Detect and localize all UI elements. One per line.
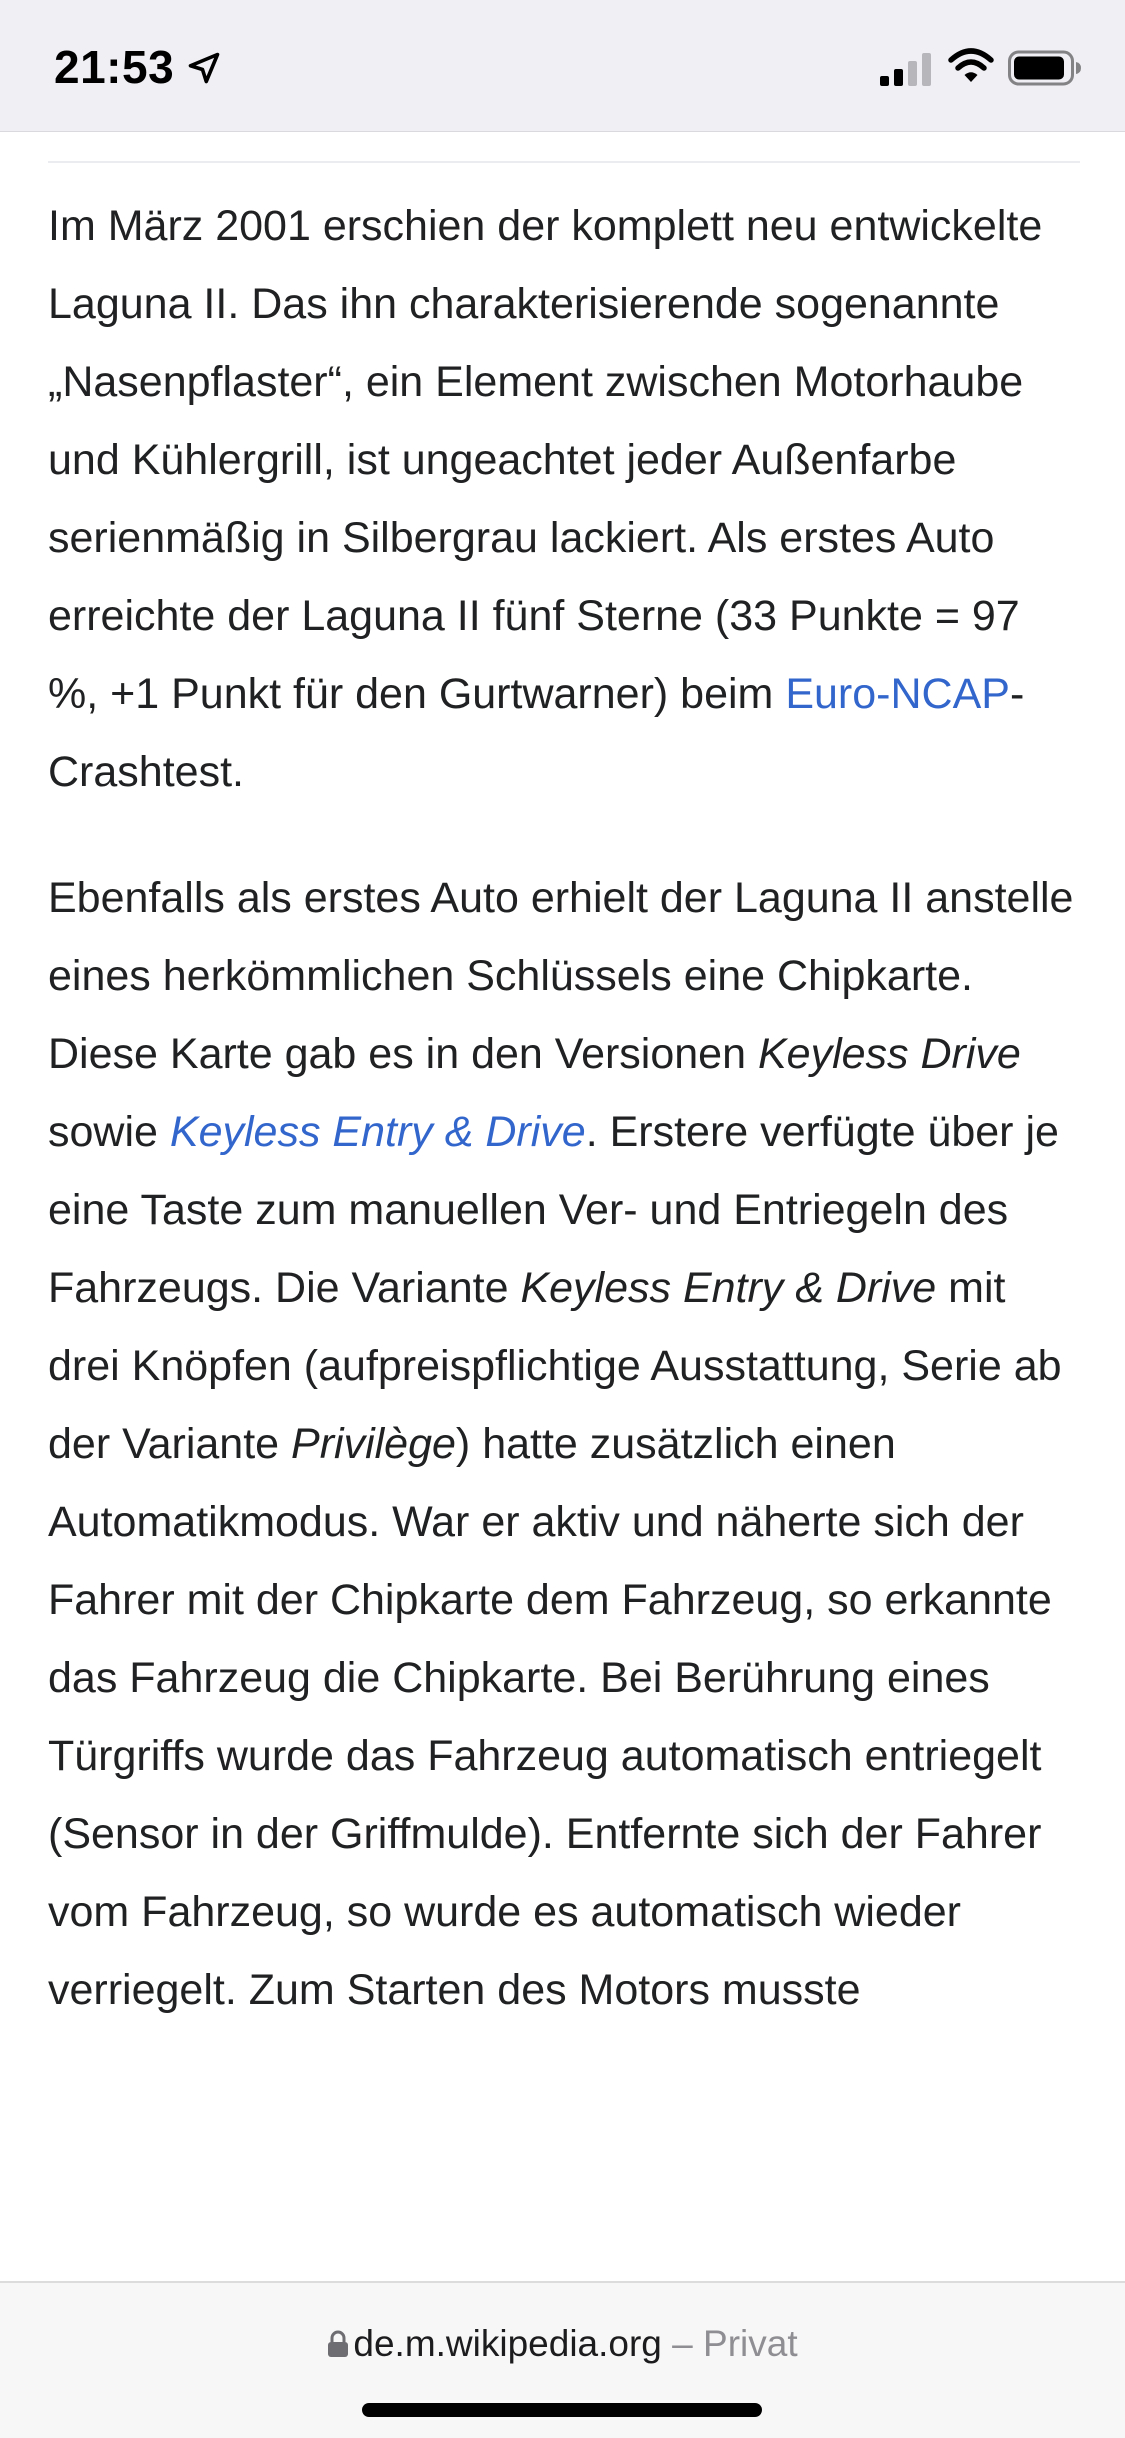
paragraph-text: Ebenfalls als erstes Auto erhielt der Laguna II anstelle eines herkömmlichen Schlüssels eine Chipkarte. Diese Karte gab es in den Versionen bbox=[48, 874, 1074, 1078]
paragraph-text: ) hatte zusätzlich einen Automatikmodus. War er aktiv und näherte sich der Fahrer mit der Chipkarte dem Fahrzeug, so erkannte das Fahrzeug die Chipkarte. Bei Berührung eines Türgriffs wurde das Fahrzeug automatisch entriegelt (Sensor in der Griffmulde). Entfernte sich der Fahrer vom Fahrzeug, so wurde es automatisch wieder verriegelt. Zum Starten des Motors musste bbox=[48, 1420, 1052, 2014]
article-content bbox=[48, 131, 1080, 2029]
article-paragraph-1 bbox=[48, 187, 1080, 811]
home-indicator[interactable] bbox=[362, 2403, 762, 2417]
status-time: 21:53 bbox=[54, 41, 175, 93]
link-euro-ncap[interactable]: Euro-NCAP bbox=[785, 670, 1010, 718]
paragraph-text: Im März 2001 erschien der komplett neu entwickelte Laguna II. Das ihn charakterisierende sogenannte „Nasenpflaster“, ein Element zwischen Motorhaube und Kühlergrill, ist ungeachtet jeder Außenfarbe serienmäßig in Silbergrau lackiert. Als erstes Auto erreichte der Laguna II fünf Sterne (33 Punkte = 97 %, +1 Punkt für den Gurtwarner) beim bbox=[48, 202, 1043, 718]
section-divider bbox=[48, 161, 1080, 163]
paragraph-text: . Erstere verfügte über je eine Taste zum manuellen Ver- und Entriegeln des Fahrzeugs. Die Variante bbox=[48, 1108, 1059, 1312]
cellular-signal-icon bbox=[880, 52, 932, 86]
battery-icon bbox=[1008, 50, 1082, 86]
url-host: de.m.wikipedia.org bbox=[353, 2323, 662, 2364]
paragraph-text: -Crashtest. bbox=[48, 670, 1025, 796]
browser-bottom-bar bbox=[0, 2281, 1125, 2438]
italic-term-privilege: Privilège bbox=[291, 1420, 456, 1468]
address-bar[interactable] bbox=[0, 2323, 1125, 2365]
paragraph-text: sowie bbox=[48, 1108, 170, 1156]
status-bar bbox=[0, 0, 1125, 132]
link-label: Keyless Entry & Drive bbox=[169, 1108, 586, 1156]
italic-term-keyless-entry-drive: Keyless Entry & Drive bbox=[520, 1264, 937, 1312]
article-paragraph-2 bbox=[48, 859, 1080, 2029]
italic-term-keyless-drive: Keyless Drive bbox=[757, 1030, 1021, 1078]
private-mode-label: Privat bbox=[703, 2323, 798, 2364]
lock-icon bbox=[327, 2330, 349, 2358]
wifi-icon bbox=[948, 48, 994, 84]
link-keyless-entry-drive[interactable] bbox=[170, 1108, 586, 1156]
url-separator: – bbox=[661, 2323, 704, 2364]
paragraph-text: mit drei Knöpfen (aufpreispflichtige Ausstattung, Serie ab der Variante bbox=[48, 1264, 1062, 1468]
location-arrow-icon bbox=[186, 50, 222, 86]
